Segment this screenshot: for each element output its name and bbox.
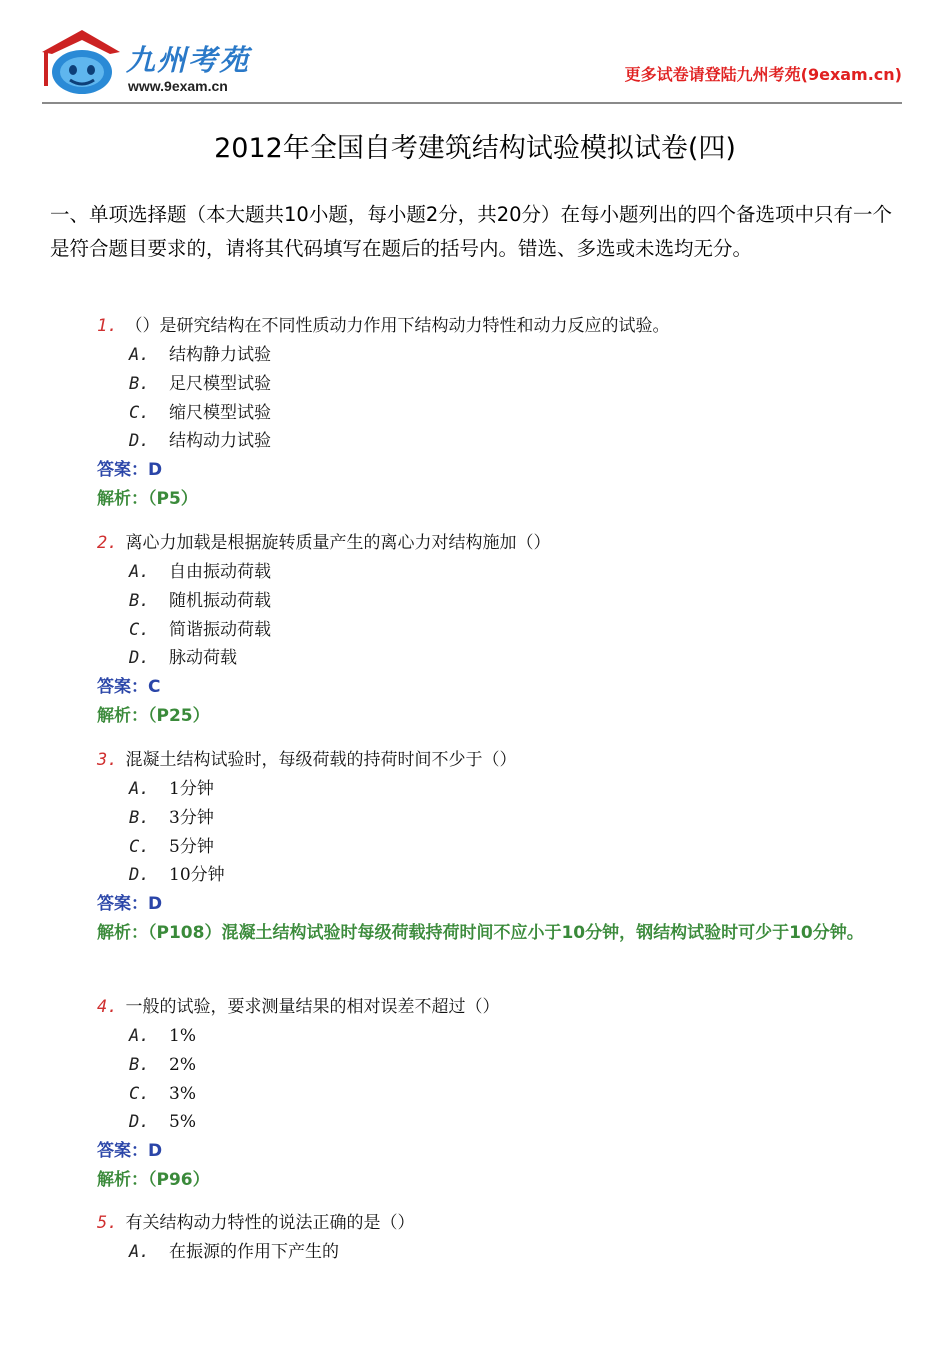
analysis: 解析：（P96） [97, 1170, 210, 1191]
question-text: 有关结构动力特性的说法正确的是（） [125, 1213, 415, 1233]
question-3 [97, 746, 917, 948]
option-c [97, 616, 917, 645]
answer: 答案：C [97, 677, 161, 698]
option-b [97, 1051, 917, 1080]
question-stem [97, 529, 917, 558]
option-letter: D. [129, 648, 150, 669]
option-text: 结构静力试验 [169, 345, 271, 365]
option-text: 3% [169, 1083, 196, 1104]
analysis: 解析：（P108）混凝土结构试验时每级荷载持荷时间不应小于10分钟，钢结构试验时可少于10分钟。 [97, 923, 864, 944]
option-text: 1分钟 [169, 779, 214, 799]
option-d [97, 861, 917, 890]
option-a [97, 341, 917, 370]
option-letter: A. [129, 1242, 150, 1262]
logo-text: 九州考苑 [126, 43, 251, 77]
question-text: 离心力加载是根据旋转质量产生的离心力对结构施加（） [125, 533, 551, 553]
question-stem [97, 1209, 917, 1238]
question-stem [97, 993, 917, 1022]
option-a [97, 1238, 917, 1267]
analysis: 解析：（P25） [97, 706, 210, 727]
option-text: 2% [169, 1054, 196, 1075]
question-number: 1. [97, 316, 118, 336]
option-b [97, 370, 917, 399]
option-letter: A. [129, 345, 150, 365]
option-text: 10分钟 [169, 865, 225, 886]
option-d [97, 1108, 917, 1137]
question-text: 一般的试验，要求测量结果的相对误差不超过（） [125, 997, 500, 1017]
option-text: 5% [169, 1112, 196, 1133]
option-letter: B. [129, 590, 150, 611]
option-text: 1% [169, 1026, 196, 1046]
answer: 答案：D [97, 894, 163, 915]
question-text: 混凝土结构试验时，每级荷载的持荷时间不少于（） [125, 750, 517, 770]
question-number: 2. [97, 533, 118, 553]
option-d [97, 427, 917, 456]
question-number: 3. [97, 750, 118, 770]
option-letter: B. [129, 1054, 150, 1075]
option-letter: B. [129, 373, 150, 394]
option-c [97, 399, 917, 428]
question-stem [97, 312, 917, 341]
question-4 [97, 993, 917, 1195]
option-letter: C. [129, 619, 150, 640]
option-text: 简谐振动荷载 [169, 619, 271, 640]
answer: 答案：D [97, 1141, 163, 1162]
header-divider [42, 102, 902, 104]
logo-icon [40, 28, 122, 98]
question-stem [97, 746, 917, 775]
option-c [97, 833, 917, 862]
site-link[interactable]: 更多试卷请登陆九州考苑(9exam.cn) [624, 65, 902, 84]
option-d [97, 644, 917, 673]
option-letter: C. [129, 836, 150, 857]
option-text: 缩尺模型试验 [169, 402, 271, 423]
option-text: 5分钟 [169, 836, 214, 857]
option-c [97, 1080, 917, 1109]
option-text: 3分钟 [169, 807, 214, 828]
option-letter: C. [129, 402, 150, 423]
question-1 [97, 312, 917, 514]
option-letter: D. [129, 431, 150, 452]
option-letter: A. [129, 779, 150, 799]
option-a [97, 558, 917, 587]
answer: 答案：D [97, 460, 163, 481]
question-2 [97, 529, 917, 731]
question-number: 4. [97, 997, 118, 1017]
question-number: 5. [97, 1213, 118, 1233]
option-letter: B. [129, 807, 150, 828]
option-letter: C. [129, 1083, 150, 1104]
option-b [97, 804, 917, 833]
page-title: 2012年全国自考建筑结构试验模拟试卷(四) [214, 133, 736, 164]
logo-url[interactable]: www.9exam.cn [128, 78, 228, 94]
option-letter: A. [129, 562, 150, 582]
option-a [97, 1022, 917, 1051]
option-text: 足尺模型试验 [169, 373, 271, 394]
option-text: 在振源的作用下产生的 [169, 1242, 339, 1262]
option-b [97, 587, 917, 616]
section-intro: 一、单项选择题（本大题共10小题，每小题2分，共20分）在每小题列出的四个备选项中只有一个是符合题目要求的，请将其代码填写在题后的括号内。错选、多选或未选均无分。 [50, 203, 893, 260]
option-text: 随机振动荷载 [169, 590, 271, 611]
option-letter: A. [129, 1026, 150, 1046]
option-text: 自由振动荷载 [169, 562, 271, 582]
page-header [40, 28, 902, 102]
option-a [97, 775, 917, 804]
option-text: 结构动力试验 [169, 431, 271, 452]
option-text: 脉动荷载 [169, 648, 237, 669]
option-letter: D. [129, 1112, 150, 1133]
analysis: 解析：（P5） [97, 489, 198, 510]
question-text: （）是研究结构在不同性质动力作用下结构动力特性和动力反应的试验。 [125, 316, 670, 336]
option-letter: D. [129, 865, 150, 886]
question-5 [97, 1209, 917, 1267]
